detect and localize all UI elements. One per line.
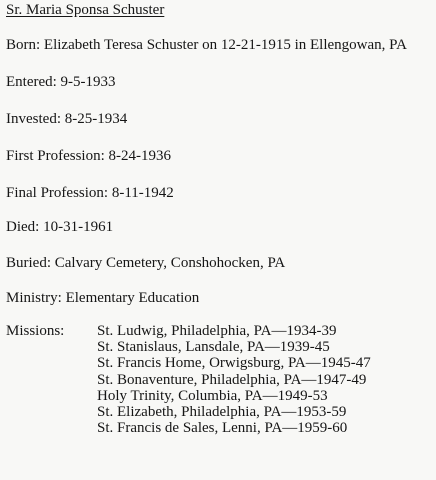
invested-line: Invested: 8-25-1934 xyxy=(6,111,128,127)
mission-item: St. Francis Home, Orwigsburg, PA—1945-47 xyxy=(97,355,371,372)
mission-item: Holy Trinity, Columbia, PA—1949-53 xyxy=(97,387,328,404)
document-title: Sr. Maria Sponsa Schuster xyxy=(6,2,165,18)
mission-item: St. Stanislaus, Lansdale, PA—1939-45 xyxy=(97,339,330,356)
died-line: Died: 10-31-1961 xyxy=(6,219,114,235)
missions-list xyxy=(97,323,371,436)
born-line: Born: Elizabeth Teresa Schuster on 12-21-1915 in Ellengowan, PA xyxy=(6,37,407,53)
final-profession-line: Final Profession: 8-11-1942 xyxy=(6,185,174,201)
entered-line: Entered: 9-5-1933 xyxy=(6,74,116,90)
first-profession-line: First Profession: 8-24-1936 xyxy=(6,148,171,164)
ministry-line: Ministry: Elementary Education xyxy=(6,290,200,306)
missions-label: Missions: xyxy=(6,323,65,339)
mission-item: St. Ludwig, Philadelphia, PA—1934-39 xyxy=(97,323,337,339)
mission-item: St. Francis de Sales, Lenni, PA—1959-60 xyxy=(97,420,348,437)
mission-item: St. Bonaventure, Philadelphia, PA—1947-49 xyxy=(97,371,367,388)
buried-line: Buried: Calvary Cemetery, Conshohocken, PA xyxy=(6,255,286,271)
mission-item: St. Elizabeth, Philadelphia, PA—1953-59 xyxy=(97,403,347,420)
